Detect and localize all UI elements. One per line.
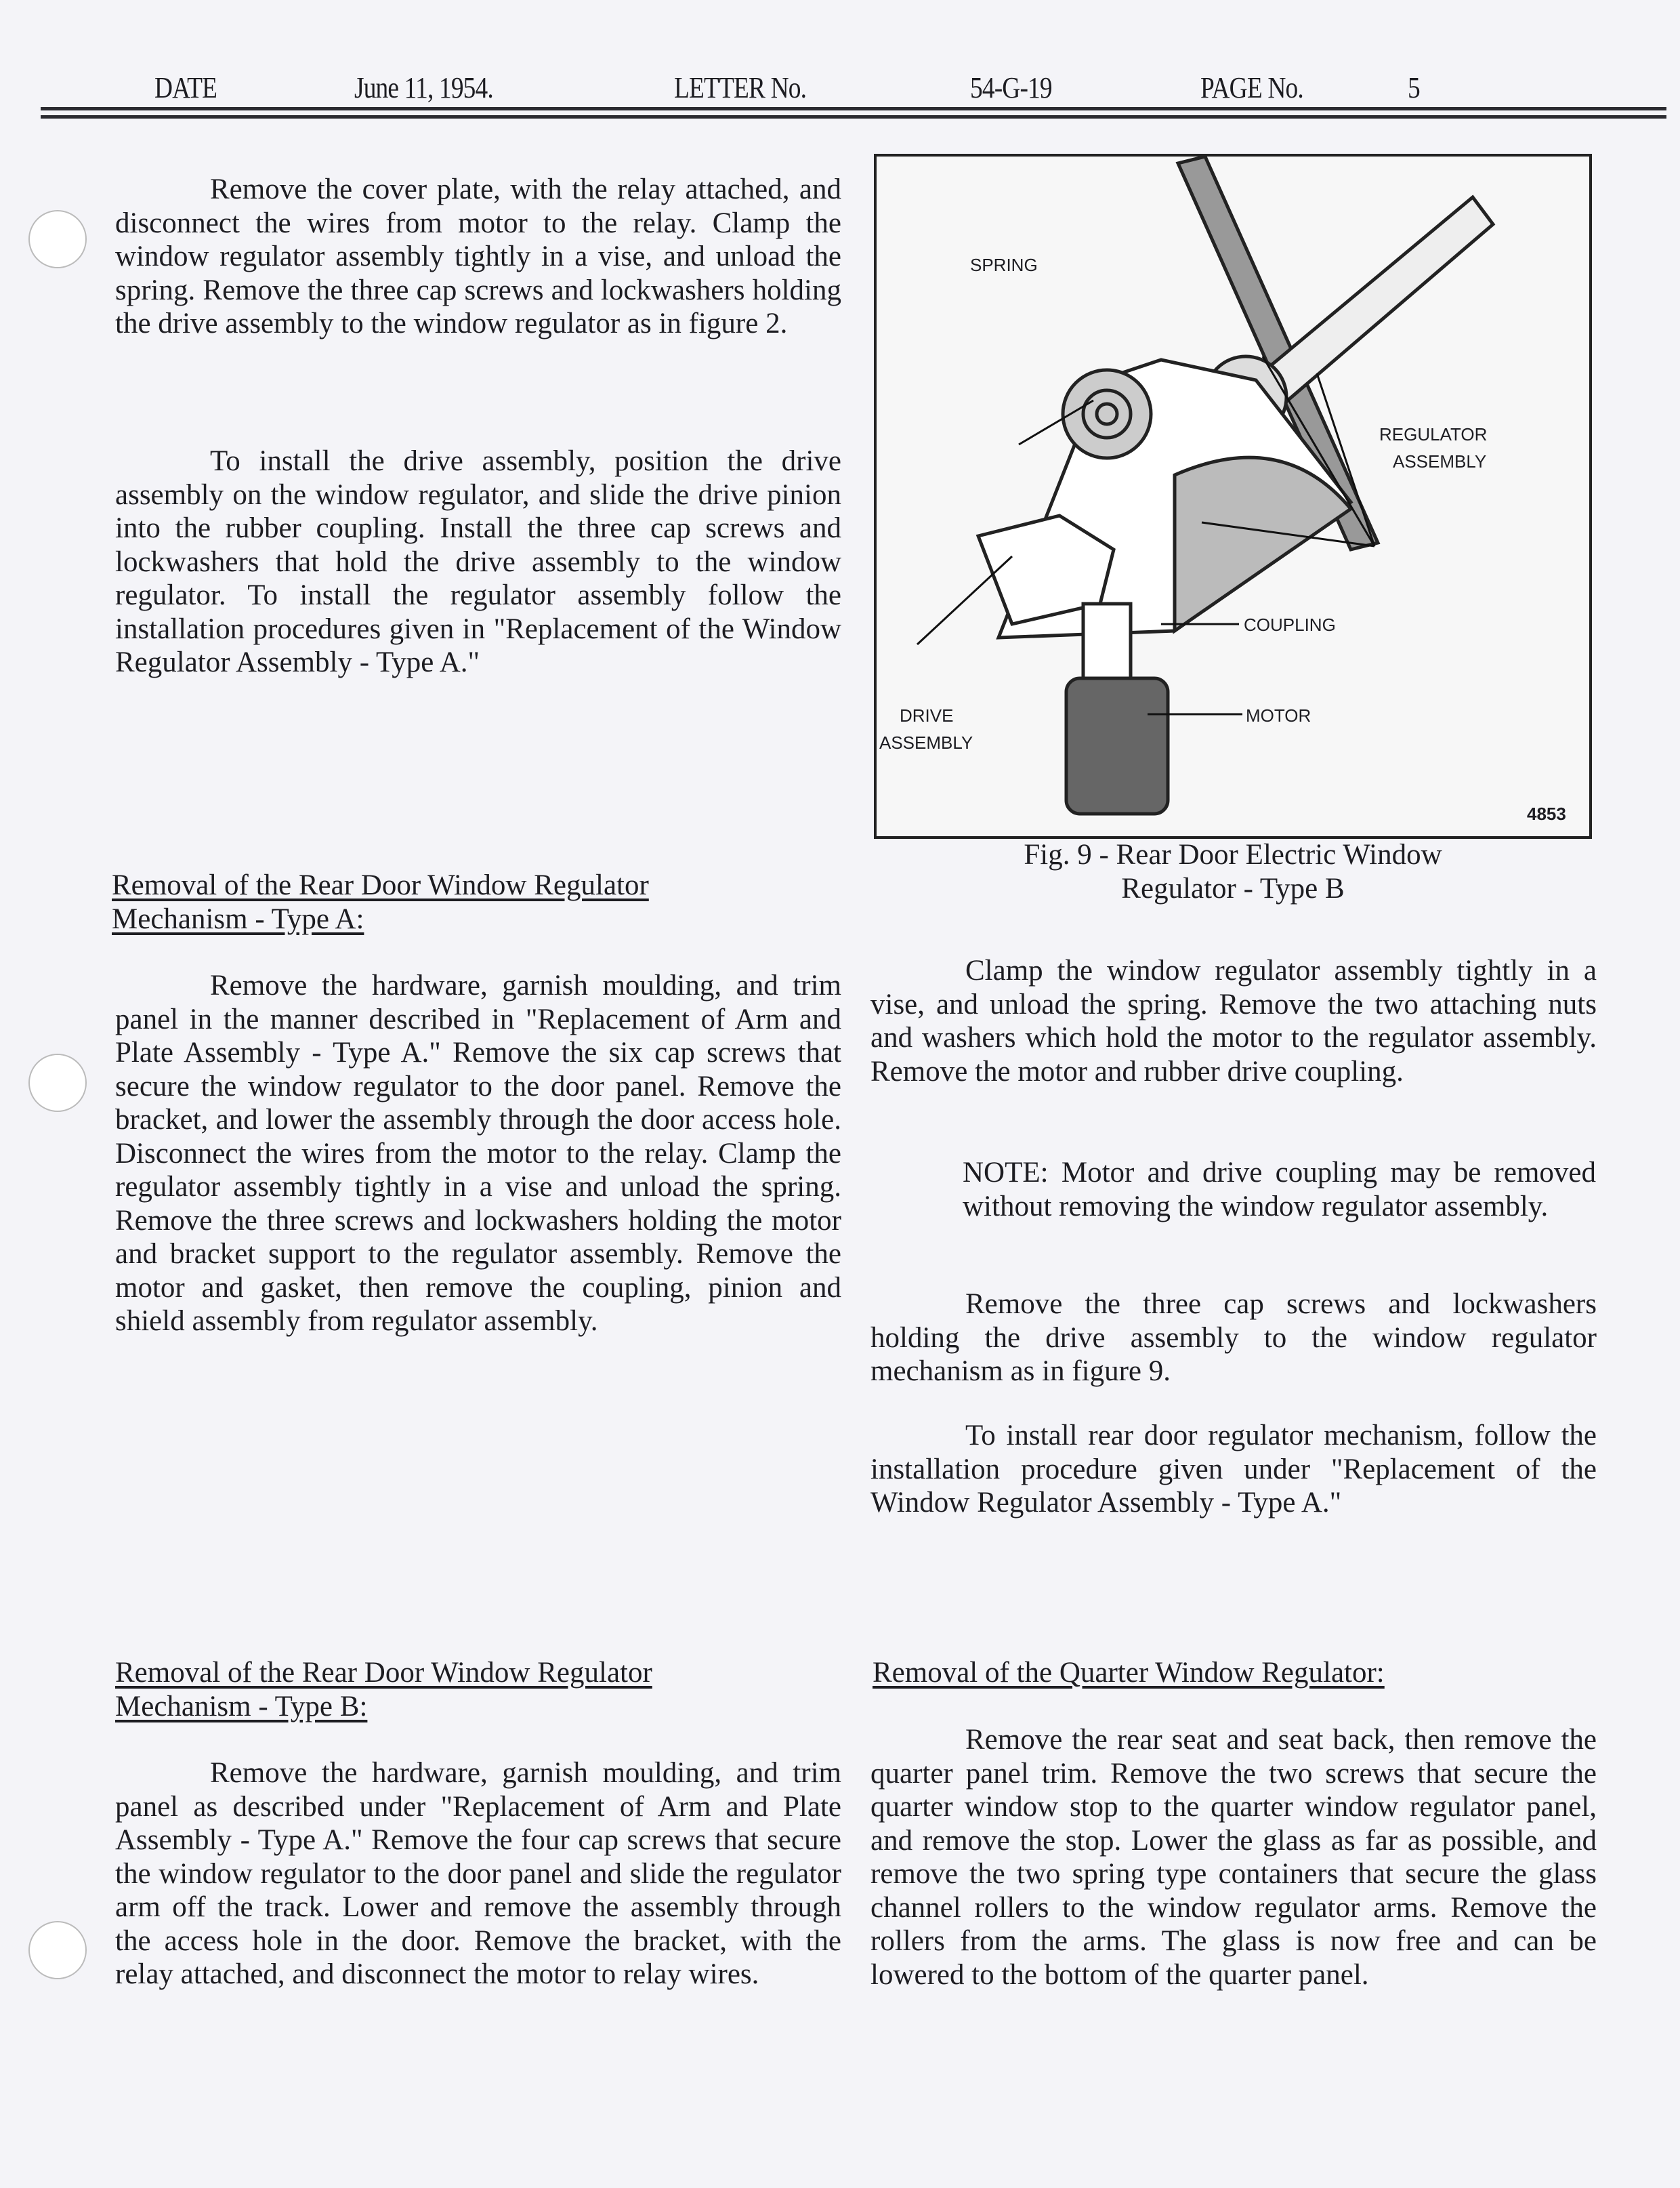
motor [1066,678,1168,814]
note: NOTE: Motor and drive coupling may be removed without removing the window regulator assembly. [963,1157,1596,1222]
letter-label: LETTER No. [674,71,807,104]
spring-coil [1063,370,1151,458]
letter-number: 54-G-19 [970,71,1052,104]
sector-gear [1175,457,1351,631]
right-paragraph-3: To install rear door regulator mechanism, follow the installation procedure given under "Replacement of the Window Regulator Assembly - Type A." [870,1420,1597,1519]
left-paragraph-2: To install the drive assembly, position the drive assembly on the window regulator, and slide the drive pinion into the rubber coupling. Install the three cap screws and lockwashers that hold the drive assembly to the window regulator. To install the regulator assembly follow the installation procedures given in "Replacement of the Window Regulator Assembly - Type A." [115,445,841,678]
punch-hole [28,1921,87,1979]
label-motor: MOTOR [1246,705,1311,726]
label-regulator-assembly: ASSEMBLY [1393,451,1487,472]
left-paragraph-3: Remove the hardware, garnish moulding, and trim panel in the manner described in "Replacement of Arm and Plate Assembly - Type A." Remove the six cap screws that secure the window regulator to the door panel. Remove the bracket, and lower the assembly through the door access hole. Disconnect the wires from the motor to the relay. Clamp the regulator assembly tightly in a vise and unload the spring. Remove the three screws and lockwashers holding the motor and bracket support to the regulator assembly. Remove the motor and gasket, then remove the coupling, pinion and shield assembly from regulator assembly. [115,970,841,1337]
section-heading-type-a: Removal of the Rear Door Window Regulator Mechanism - Type A: [112,869,649,935]
label-spring: SPRING [970,255,1038,275]
label-drive-assembly: ASSEMBLY [879,732,973,753]
punch-hole [28,1054,87,1112]
date-value: June 11, 1954. [354,71,493,104]
label-drive: DRIVE [900,705,954,726]
right-paragraph-2: Remove the three cap screws and lockwashers holding the drive assembly to the window regulator mechanism as in figure 9. [870,1288,1597,1387]
left-paragraph-4: Remove the hardware, garnish moulding, and trim panel as described under "Replacement of Arm and Plate Assembly - Type A." Remove the four cap screws that secure the window regulator to the door panel and slide the regulator arm off the track. Lower and remove the assembly through the access hole in the door. Remove the bracket, with the relay attached, and disconnect the motor to relay wires. [115,1757,841,1990]
label-coupling: COUPLING [1244,615,1336,635]
right-paragraph-1: Clamp the window regulator assembly tightly in a vise, and unload the spring. Remove the two attaching nuts and washers which hold the motor to the regulator assembly. Remove the motor and rubber drive coupling. [870,955,1597,1088]
date-label: DATE [154,71,217,104]
section-heading-quarter-window: Removal of the Quarter Window Regulator: [873,1657,1385,1689]
label-regulator: REGULATOR [1379,424,1488,445]
right-paragraph-4: Remove the rear seat and seat back, then remove the quarter panel trim. Remove the two screws that secure the quarter window stop to the quarter window regulator panel, and remove the stop. Lower the glass as far as possible, and remove the two spring type containers that secure the glass channel rollers to the window regulator arms. Remove the rollers from the arms. The glass is now free and can be lowered to the bottom of the quarter panel. [870,1724,1597,1991]
figure-number: 4853 [1527,804,1566,824]
page-label: PAGE No. [1200,71,1303,104]
section-heading-type-b: Removal of the Rear Door Window Regulator Mechanism - Type B: [115,1657,652,1722]
left-paragraph-1: Remove the cover plate, with the relay attached, and disconnect the wires from motor to the relay. Clamp the window regulator assembly tightly in a vise, and unload the spring. Remove the three cap screws and lockwashers holding the drive assembly to the window regulator as in figure 2. [115,173,841,339]
header-rule [41,107,1666,110]
figure-caption: Fig. 9 - Rear Door Electric Window Regulator - Type B [1024,839,1442,905]
figure-9-illustration [874,154,1592,839]
page-number: 5 [1408,71,1420,104]
header-rule [41,115,1666,119]
punch-hole [28,210,87,268]
coupling [1083,604,1131,678]
